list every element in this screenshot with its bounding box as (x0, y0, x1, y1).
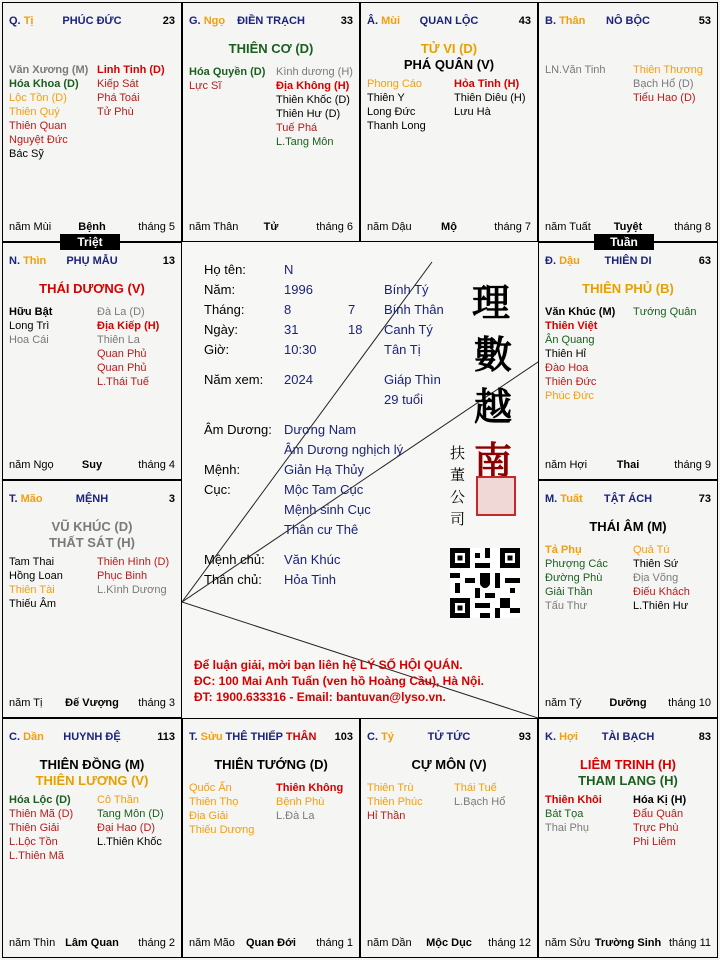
star: Trực Phù (633, 822, 679, 834)
star: L.Thiên Hư (633, 600, 689, 612)
palace-year: năm Sửu (545, 937, 591, 949)
star: Thiên Y (367, 92, 405, 104)
nam-value: 1996 (284, 282, 313, 297)
palace-stage: Bệnh (78, 221, 106, 233)
palace-number: 73 (698, 493, 711, 505)
star: Thiên Mã (D) (9, 808, 74, 820)
contact-line-1: Để luận giải, mời bạn liên hệ LÝ SỐ HỘI QUÁN. (194, 658, 463, 672)
palace-month: tháng 2 (138, 937, 175, 949)
center-info-panel (182, 242, 538, 718)
left-stars (9, 63, 88, 161)
star: Thái Tuế (454, 782, 497, 794)
star: Địa Kiếp (H) (97, 320, 160, 332)
star: Hồng Loan (9, 570, 63, 582)
palace-number: 113 (157, 731, 175, 743)
star: Thiếu Dương (189, 824, 255, 836)
calligraphy-4: 南 (474, 438, 513, 483)
right-stars (633, 63, 703, 105)
right-stars (633, 305, 697, 319)
palace-number: 63 (698, 255, 711, 267)
palace-number: 93 (518, 731, 531, 743)
star: Tam Thai (9, 556, 55, 568)
gio-label: Giờ: (204, 342, 230, 357)
star: Hóa Kị (H) (633, 794, 687, 806)
palace-hoi (538, 718, 718, 958)
calligraphy-small-1: 扶 (450, 444, 466, 462)
star: L.Lộc Tồn (9, 836, 58, 848)
contact-line-3: ĐT: 1900.633316 - Email: bantuvan@lyso.vn. (194, 690, 446, 704)
palace-number: 3 (168, 493, 175, 505)
left-stars (367, 781, 423, 823)
star: Thiên Quý (9, 106, 60, 118)
star: Tử Phù (97, 106, 134, 118)
menhchu-label: Mệnh chủ: (204, 552, 265, 567)
star: Thiên Khốc (D) (276, 94, 350, 106)
palace-year: năm Dần (367, 937, 412, 949)
main-star: VŨ KHÚC (D) (51, 519, 133, 534)
palace-year: năm Thìn (9, 937, 56, 949)
palace-month: tháng 4 (138, 459, 175, 471)
palace-ngo (182, 2, 360, 242)
right-stars (454, 77, 526, 119)
star: Lưu Hà (454, 106, 491, 118)
palace-month: tháng 1 (316, 937, 353, 949)
left-stars (545, 543, 608, 613)
star: L.Bạch Hổ (454, 796, 506, 808)
star: Phượng Các (545, 558, 608, 570)
star: Đào Hoa (545, 362, 589, 374)
left-stars (545, 305, 615, 403)
left-stars (9, 305, 52, 347)
palace-stage: Mộ (441, 221, 457, 233)
tuoi-value: 29 tuổi (384, 392, 424, 407)
calligraphy-small-4: 司 (450, 510, 466, 528)
palace-stage: Tuyệt (613, 221, 643, 233)
star: Bệnh Phù (276, 796, 325, 808)
palace-position: Đ. Dậu (545, 255, 580, 267)
main-star: THIÊN PHỦ (B) (582, 281, 674, 296)
right-stars (633, 793, 686, 849)
main-star: LIÊM TRINH (H) (579, 757, 677, 772)
left-stars (367, 77, 426, 133)
namxem-value: 2024 (284, 372, 313, 387)
thang-value: 8 (284, 302, 292, 317)
palace-stage: Đế Vượng (65, 697, 119, 709)
palace-position: T. Mão (9, 493, 43, 505)
star: Thiên Hỉ (545, 348, 586, 360)
star: Tiểu Hao (D) (633, 92, 696, 104)
palace-name: HUYNH ĐỆ (63, 731, 121, 743)
right-stars (97, 63, 165, 119)
star: Long Đức (367, 106, 416, 118)
star: Quan Phủ (97, 362, 147, 374)
palace-month: tháng 5 (138, 221, 175, 233)
namxem-label: Năm xem: (204, 372, 264, 387)
palace-month: tháng 7 (494, 221, 531, 233)
star: Thiên Quan (9, 120, 67, 132)
palace-mui (360, 2, 538, 242)
palace-year: năm Mùi (9, 221, 52, 233)
calligraphy-2: 數 (474, 332, 513, 377)
palace-month: tháng 11 (668, 937, 711, 949)
palace-position: Q. Tị (9, 15, 34, 27)
star: Thiên Việt (545, 320, 598, 332)
palace-mao (2, 480, 182, 718)
palace-number: 103 (334, 731, 353, 743)
palace-position: B. Thân (545, 15, 586, 27)
star: Tuế Phá (276, 122, 318, 134)
palace-name: QUAN LỘC (419, 15, 479, 27)
main-star: TỬ VI (D) (420, 41, 478, 56)
palace-stage: Tử (263, 221, 279, 233)
star: Văn Khúc (M) (545, 306, 616, 318)
star: Thanh Long (367, 120, 426, 132)
palace-name: ĐIỀN TRẠCH (237, 15, 305, 27)
thang-canchi: Bính Thân (384, 302, 444, 317)
calligraphy-3: 越 (474, 384, 513, 429)
star: Kiếp Sát (97, 78, 139, 90)
palace-position: N. Thìn (9, 255, 47, 267)
star: Địa Võng (633, 572, 679, 584)
main-star: THIÊN TƯỚNG (D) (214, 757, 328, 772)
left-stars (9, 555, 63, 611)
star: Hỉ Thần (367, 810, 406, 822)
menh-label: Mệnh: (204, 462, 241, 477)
palace-thin (2, 242, 182, 480)
cuc-label: Cục: (204, 482, 231, 497)
namxem-canchi: Giáp Thìn (384, 372, 441, 387)
palace-stage: Lâm Quan (65, 937, 119, 949)
palace-month: tháng 8 (674, 221, 711, 233)
cuc-value: Mộc Tam Cục (284, 482, 364, 497)
star: Thiếu Âm (9, 598, 57, 610)
contact-line-2: ĐC: 100 Mai Anh Tuấn (ven hồ Hoàng Cầu), Hà Nội. (194, 674, 485, 688)
star: L.Kình Dương (97, 584, 167, 596)
palace-position: Â. Mùi (367, 15, 401, 27)
ngay-canchi: Canh Tý (384, 322, 433, 337)
palace-stage: Dưỡng (609, 697, 647, 709)
palace-name: TÀI BẠCH (601, 731, 655, 743)
hoten-label: Họ tên: (204, 262, 246, 277)
star: Địa Không (H) (276, 80, 350, 92)
gio-canchi: Tân Tị (384, 342, 421, 357)
palace-name: MỆNH (75, 493, 109, 505)
star: Bát Tọa (545, 808, 584, 820)
palace-name: TẬT ÁCH (603, 493, 653, 505)
palace-suu (182, 718, 360, 958)
star: Thiên Không (276, 782, 344, 794)
star: Lực Sĩ (189, 80, 222, 92)
palace-dau (538, 242, 718, 480)
star: Thiên Tài (9, 584, 55, 596)
calligraphy-small-3: 公 (450, 488, 466, 506)
thanchu-label: Thân chủ: (204, 572, 262, 587)
star: Cô Thần (97, 794, 139, 806)
palace-number: 33 (340, 15, 353, 27)
star: Phúc Đức (545, 390, 594, 402)
palace-year: năm Ngọ (9, 459, 54, 471)
star: Thiên Hình (D) (97, 556, 170, 568)
palace-tys (360, 718, 538, 958)
star: Phục Binh (97, 570, 148, 582)
palace-position: G. Ngọ (189, 15, 226, 27)
amduong-value: Dương Nam (284, 422, 357, 437)
star: Phá Toái (97, 92, 140, 104)
left-stars (545, 63, 606, 77)
star: Đường Phù (545, 572, 603, 584)
star: Quan Phủ (97, 348, 147, 360)
star: Thiên Sứ (633, 558, 679, 570)
star: Thiên Hư (D) (276, 108, 341, 120)
star: Quốc Ấn (189, 782, 232, 794)
palace-month: tháng 3 (138, 697, 175, 709)
palace-position: C. Dần (9, 731, 44, 743)
star: Thiên Thọ (189, 796, 239, 808)
amduong-label: Âm Dương: (204, 422, 272, 437)
palace-year: năm Thân (189, 221, 239, 233)
right-stars (97, 305, 159, 389)
palace-name: PHÚC ĐỨC (62, 15, 122, 27)
star: Ân Quang (545, 334, 595, 346)
main-star: THÁI ÂM (M) (589, 519, 667, 534)
hoten-value: N (284, 262, 294, 277)
main-star: THAM LANG (H) (578, 773, 678, 788)
ngay-label: Ngày: (204, 322, 238, 337)
cuc-value2: Mệnh sinh Cục (284, 502, 371, 517)
tuan-tag: Tuần (594, 234, 654, 250)
thanchu-value: Hỏa Tinh (284, 572, 337, 587)
palace-name: THÊ THIẾP THÂN (225, 731, 317, 743)
palace-name: TỬ TỨC (427, 731, 471, 743)
star: Đẩu Quân (633, 808, 684, 820)
star: Thai Phụ (545, 822, 590, 834)
star: Thiên Trù (367, 782, 414, 794)
star: Văn Xương (M) (9, 64, 89, 76)
star: Địa Giải (189, 810, 229, 822)
than-marker: THÂN (285, 731, 317, 743)
left-stars (9, 793, 73, 863)
palace-year: năm Tý (545, 697, 582, 709)
qr-code-icon[interactable] (450, 548, 520, 618)
right-stars (97, 793, 164, 849)
main-star: CỰ MÔN (V) (411, 757, 487, 772)
palace-stage: Suy (81, 459, 103, 471)
left-stars (189, 65, 265, 93)
ngay-value: 31 (284, 322, 299, 337)
star: Bạch Hổ (D) (633, 78, 694, 90)
star: Long Trì (9, 320, 50, 332)
palace-month: tháng 12 (488, 937, 531, 949)
gio-value: 10:30 (284, 342, 317, 357)
palace-number: 83 (698, 731, 711, 743)
star: Thiên Thương (633, 64, 704, 76)
star: Đại Hao (D) (97, 822, 156, 834)
star: Giải Thần (545, 586, 593, 598)
right-stars (276, 781, 343, 823)
star: Thiên Khôi (545, 794, 602, 806)
nam-canchi: Bính Tý (384, 282, 429, 297)
palace-number: 23 (162, 15, 175, 27)
star: Nguyệt Đức (9, 134, 68, 146)
menhchu-value: Văn Khúc (284, 552, 341, 567)
nam-label: Năm: (204, 282, 236, 297)
palace-position: C. Tý (367, 731, 394, 743)
star: Quả Tú (633, 544, 670, 556)
palace-ty (2, 2, 182, 242)
star: Phi Liêm (633, 836, 676, 848)
right-stars (633, 543, 690, 613)
palace-month: tháng 10 (668, 697, 711, 709)
red-seal-icon (476, 476, 516, 516)
star: Bác Sỹ (9, 148, 44, 160)
palace-number: 43 (518, 15, 531, 27)
star: Hỏa Tinh (H) (454, 78, 520, 90)
main-star: THIÊN CƠ (D) (228, 41, 314, 56)
star: Lộc Tồn (D) (9, 92, 67, 104)
main-star: THẤT SÁT (H) (49, 535, 135, 550)
star: Thiên Phúc (367, 796, 423, 808)
star: Kình dương (H) (276, 66, 353, 78)
triet-tag: Triệt (60, 234, 120, 250)
palace-name: THIÊN DI (604, 255, 652, 267)
palace-month: tháng 6 (316, 221, 353, 233)
ngay-am: 18 (348, 322, 363, 337)
main-star: THIÊN LƯƠNG (V) (35, 773, 149, 788)
palace-number: 13 (162, 255, 175, 267)
palace-stage: Quan Đới (246, 937, 296, 949)
palace-stage: Mộc Dục (426, 937, 472, 949)
star: Thiên Diêu (H) (454, 92, 526, 104)
left-stars (545, 793, 602, 835)
star: Tang Môn (D) (97, 808, 164, 820)
calligraphy-small-2: 董 (450, 466, 466, 484)
star: Hóa Quyền (D) (189, 66, 266, 78)
palace-year: năm Hợi (545, 459, 588, 471)
palace-tuat (538, 480, 718, 718)
cuc-value3: Thân cư Thê (284, 522, 359, 537)
palace-year: năm Tuất (545, 221, 591, 233)
star: Hữu Bật (9, 306, 53, 318)
palace-month: tháng 9 (674, 459, 711, 471)
main-star: PHÁ QUÂN (V) (403, 57, 495, 72)
palace-year: năm Mão (189, 937, 235, 949)
main-star: THÁI DƯƠNG (V) (39, 281, 145, 296)
amduong-value2: Âm Dương nghịch lý (284, 442, 404, 457)
palace-position: K. Hợi (545, 731, 578, 743)
menh-value: Giản Hạ Thủy (284, 462, 364, 477)
palace-stage: Trường Sinh (594, 937, 662, 949)
calligraphy-1: 理 (472, 280, 511, 325)
star: Hóa Khoa (D) (9, 78, 79, 90)
star: Tấu Thư (545, 600, 588, 612)
star: Thiên La (97, 334, 140, 346)
star: L.Tang Môn (276, 136, 334, 148)
palace-dan (2, 718, 182, 958)
palace-year: năm Dậu (367, 221, 412, 233)
right-stars (97, 555, 169, 597)
star: L.Thái Tuế (97, 376, 149, 388)
star: Phong Cáo (367, 78, 423, 90)
star: L.Thiên Mã (9, 850, 65, 862)
right-stars (454, 781, 505, 809)
star: LN.Văn Tinh (545, 64, 606, 76)
palace-position: T. Sửu (189, 731, 223, 743)
palace-year: năm Tị (9, 697, 43, 709)
star: Điếu Khách (633, 586, 690, 598)
palace-than (538, 2, 718, 242)
palace-stage: Thai (616, 459, 640, 471)
star: Thiên Đức (545, 376, 597, 388)
thang-am: 7 (348, 302, 356, 317)
star: L.Đà La (276, 810, 315, 822)
star: Hoa Cái (9, 334, 49, 346)
right-stars (276, 65, 353, 149)
palace-name: NÔ BỘC (606, 15, 650, 27)
palace-number: 53 (698, 15, 711, 27)
star: Hóa Lộc (D) (9, 794, 71, 806)
star: Tướng Quân (633, 306, 697, 318)
star: Tả Phụ (545, 544, 582, 556)
star: L.Thiên Khốc (97, 836, 162, 848)
palace-name: PHỤ MẪU (66, 255, 118, 267)
star: Đà La (D) (97, 306, 145, 318)
thang-label: Tháng: (204, 302, 245, 317)
palace-position: M. Tuất (545, 493, 583, 505)
star: Thiên Giải (9, 822, 60, 834)
left-stars (189, 781, 254, 837)
main-star: THIÊN ĐỒNG (M) (39, 757, 145, 772)
star: Linh Tinh (D) (97, 64, 165, 76)
